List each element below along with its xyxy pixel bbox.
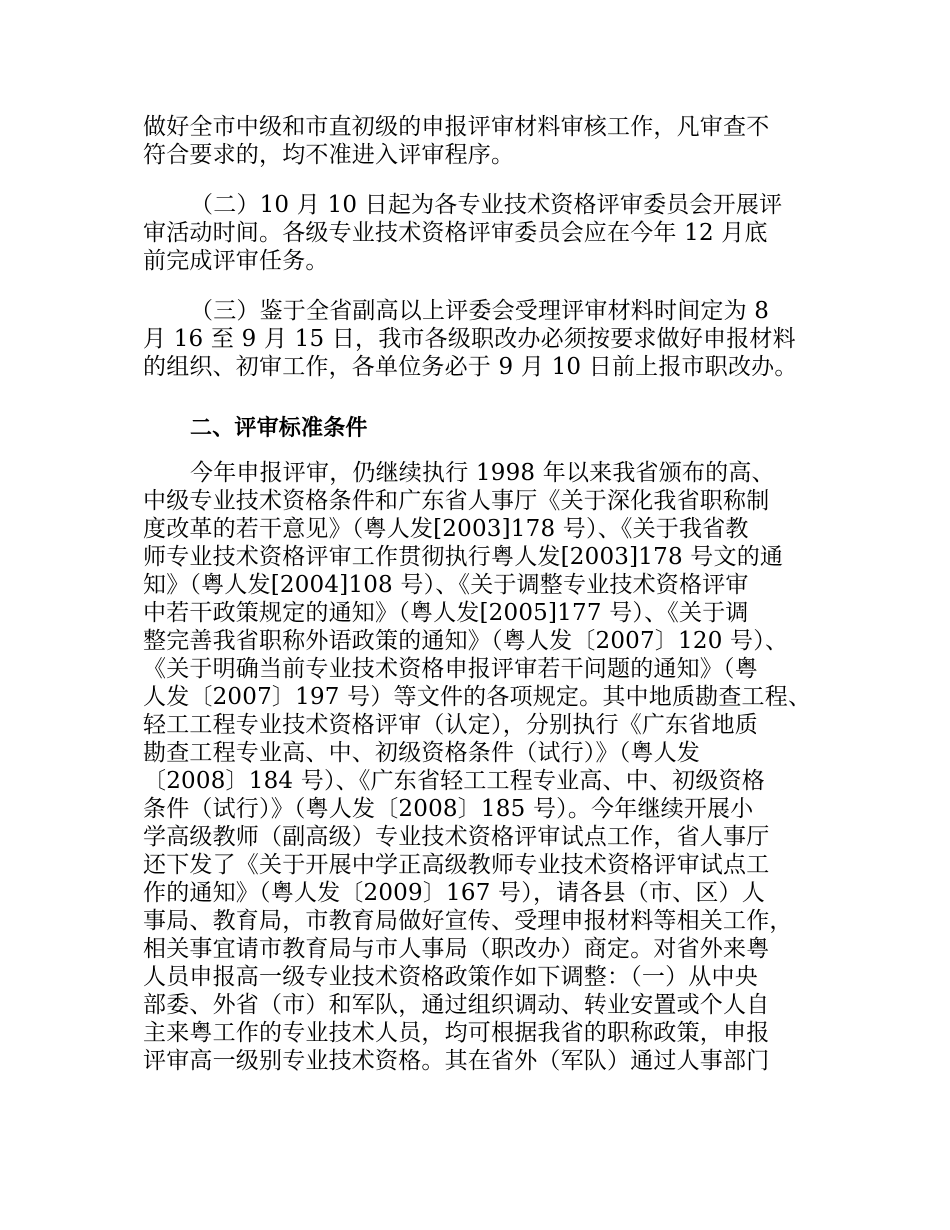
text-line: 作的通知》（粤人发〔2009〕167 号），请各县（市、区）人 (143, 880, 765, 906)
text-line: 人员申报高一级专业技术资格政策作如下调整：（一）从中央 (143, 964, 758, 990)
text-line: 度改革的若干意见》（粤人发[2003]178 号）、《关于我省教 (143, 516, 749, 542)
text-line: 人发〔2007〕197 号）等文件的各项规定。其中地质勘查工程、 (143, 684, 812, 710)
text-line: 审活动时间。各级专业技术资格评审委员会应在今年 12 月底 (143, 220, 768, 246)
text-line: 前完成评审任务。 (143, 248, 329, 274)
text-line: 今年申报评审，仍继续执行 1998 年以来我省颁布的高、 (190, 460, 775, 486)
text-line: 相关事宜请市教育局与市人事局（职改办）商定。对省外来粤 (143, 936, 770, 962)
text-line: 师专业技术资格评审工作贯彻执行粤人发[2003]178 号文的通 (143, 544, 784, 570)
paragraph-standards (143, 459, 818, 1075)
text-line: 事局、教育局，市教育局做好宣传、受理申报材料等相关工作， (143, 908, 793, 934)
text-line: 中级专业技术资格条件和广东省人事厅《关于深化我省职称制 (143, 488, 770, 514)
paragraph-item-3 (143, 297, 818, 381)
text-line: 部委、外省（市）和军队，通过组织调动、转业安置或个人自 (143, 992, 770, 1018)
text-line: 学高级教师（副高级）专业技术资格评审试点工作，省人事厅 (143, 824, 770, 850)
text-line: 月 16 至 9 月 15 日，我市各级职改办必须按要求做好申报材料 (143, 326, 796, 352)
document-page (143, 113, 818, 1075)
text-line: （二）10 月 10 日起为各专业技术资格评审委员会开展评 (190, 192, 783, 218)
text-line: 知》（粤人发[2004]108 号）、《关于调整专业技术资格评审 (143, 572, 749, 598)
text-line: 还下发了《关于开展中学正高级教师专业技术资格评审试点工 (143, 852, 770, 878)
text-line: 《关于明确当前专业技术资格申报评审若干问题的通知》（粤 (143, 656, 758, 682)
text-line: 勘查工程专业高、中、初级资格条件（试行）》（粤人发 (143, 740, 700, 766)
text-line: 〔2008〕184 号）、《广东省轻工工程专业高、中、初级资格 (143, 768, 765, 794)
text-line: 主来粤工作的专业技术人员，均可根据我省的职称政策，申报 (143, 1020, 770, 1046)
paragraph-continuation (143, 113, 818, 169)
section-heading: 二、评审标准条件 (190, 416, 368, 441)
text-line: 中若干政策规定的通知》（粤人发[2005]177 号）、《关于调 (143, 600, 749, 626)
text-line: 做好全市中级和市直初级的申报评审材料审核工作，凡审查不 (143, 114, 770, 140)
text-line: （三）鉴于全省副高以上评委会受理评审材料时间定为 8 (190, 298, 770, 324)
text-line: 轻工工程专业技术资格评审（认定），分别执行《广东省地质 (143, 712, 758, 738)
text-line: 的组织、初审工作，各单位务必于 9 月 10 日前上报市职改办。 (143, 354, 798, 380)
text-line: 符合要求的，均不准进入评审程序。 (143, 142, 515, 168)
text-line: 评审高一级别专业技术资格。其在省外（军队）通过人事部门 (143, 1048, 770, 1074)
text-line: 条件（试行）》（粤人发〔2008〕185 号）。今年继续开展小 (143, 796, 754, 822)
paragraph-item-2 (143, 191, 818, 275)
text-line: 整完善我省职称外语政策的通知》（粤人发〔2007〕120 号）、 (143, 628, 789, 654)
